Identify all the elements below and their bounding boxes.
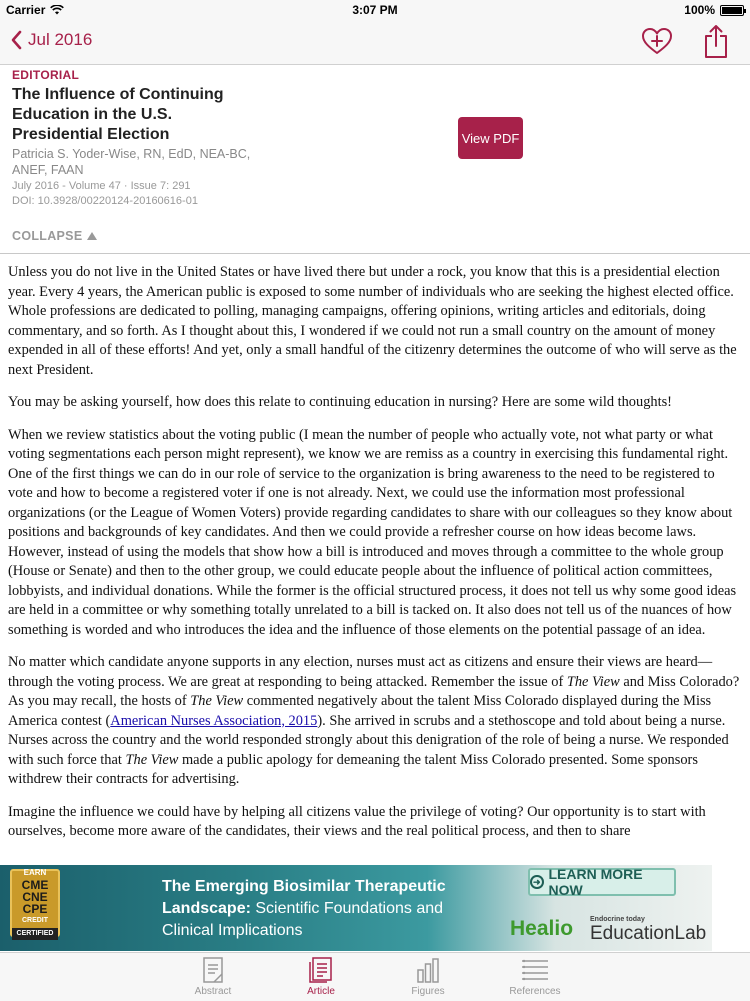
badge-earn: EARN [23, 867, 47, 877]
tab-abstract[interactable] [173, 956, 253, 997]
body-paragraph: Imagine the influence we could have by helping all citizens value the privilege of voting? Our opportunity is to start with ourselves, become more aware of the candidates, their views and the real political process, and then to share [8, 803, 706, 839]
status-bar [0, 0, 750, 22]
tab-references-label: References [509, 986, 561, 997]
article-title: The Influence of Continuing Education in the U.S. Presidential Election [12, 86, 224, 143]
share-button[interactable] [703, 24, 729, 65]
tab-figures-label: Figures [411, 986, 445, 997]
view-pdf-button[interactable]: View PDF [458, 117, 523, 159]
article-doi: DOI: 10.3928/00220124-20160616-01 [12, 195, 198, 207]
heart-plus-icon [640, 26, 674, 56]
battery-percent: 100% [684, 3, 715, 17]
navigation-bar [0, 22, 750, 65]
endocrine-today-label: Endocrine today [590, 916, 645, 923]
badge-certified: CERTIFIED [12, 928, 58, 940]
battery-indicator [684, 3, 744, 17]
section-label: EDITORIAL [12, 68, 80, 82]
body-paragraph: You may be asking yourself, how does this relate to continuing education in nursing? Here are some wild thoughts! [8, 394, 672, 410]
healio-logo: Healio [510, 917, 574, 940]
body-italic: The View [125, 751, 179, 768]
badge-credit: CREDIT [21, 916, 49, 924]
body-text: ). She arrived in scrubs and a stethoscope and told about being a nurse. Nurses across the country and the world responded strongly about this denigration of the role of being a nurse. We responded with such force that [8, 712, 729, 768]
ce-credit-badge [10, 869, 60, 937]
collapse-toggle[interactable] [12, 229, 97, 243]
body-paragraph: Unless you do not live in the United States or have lived there but under a rock, you know that this is a presidential election year. Every 4 years, the American public is exposed to some number of individuals who are seeking the highest elected office. Whole professions are dedicated to polling, managing campaigns, offering opinions, writing articles and editorials, doing commentary, and so forth. As I thought about this, I wondered if we could not run a small country on the amount of money expended in all of these efforts! And yet, only a small handful of the citizenry determines the outcome of who will serve as the next President. [8, 264, 737, 378]
collapse-label: COLLAPSE [12, 229, 83, 243]
body-italic: The View [190, 693, 244, 709]
ad-title-bold: Landscape: [162, 900, 251, 917]
back-button-label: Jul 2016 [28, 30, 93, 49]
badge-cpe: CPE [22, 901, 48, 916]
tab-article-label: Article [307, 986, 335, 997]
ad-banner[interactable] [0, 865, 712, 951]
body-italic: The View [566, 673, 620, 690]
article-authors: Patricia S. Yoder-Wise, RN, EdD, NEA-BC, ANEF, FAAN [12, 147, 251, 177]
document-icon [201, 956, 225, 984]
body-text: made a public apology for demeaning the talent Miss Colorado presented. Some sponsors withdrew their contracts for advertising. [8, 751, 698, 787]
ad-title-line1: The Emerging Biosimilar Therapeutic [162, 878, 446, 895]
status-time: 3:07 PM [352, 3, 398, 17]
list-icon [520, 956, 550, 984]
reference-link[interactable]: American Nurses Association, 2015 [110, 712, 318, 729]
tab-article[interactable] [281, 956, 361, 997]
battery-icon [720, 5, 744, 16]
body-paragraph [8, 653, 742, 790]
carrier-label: Carrier [6, 3, 46, 17]
favorite-button[interactable] [640, 26, 674, 61]
tab-abstract-label: Abstract [194, 986, 232, 997]
bar-chart-icon [415, 956, 441, 984]
triangle-up-icon [87, 232, 97, 240]
education-lab-logo: EducationLab [590, 923, 707, 944]
ad-title-line3: Clinical Implications [162, 922, 303, 939]
tab-references[interactable] [495, 956, 575, 997]
arrow-right-circle-icon: ➜ [530, 875, 544, 889]
body-paragraph: When we review statistics about the voting public (I mean the number of people who actually vote, not what party or what voting segmentations each person might represent), we know we are remiss as a country in exercising this fundamental right. One of the first things we can do in our role of service to the organization is bring awareness to the need to be registered to vote and how to become a registered voter if one is not already. Next, we could use the information most professional organizations (or the League of Women Voters) provide regarding candidates to share with our colleagues so they know about positions and backgrounds of key candidates. And then we could provide a refresher course on how ideas become laws. However, instead of using the models that show how a bill is introduced and moves through a committee to the whole group (House or Senate) and then to the other group, we could educate people about the influence of political action committees, lobbyists, and individual donations. While the former is the official structured process, it does not tell us why some good ideas are held in a committee or why something totally unrelated to a bill is tacked on. It also does not tell us of the nuances of how something is worded and who introduces the idea and the influence of those elements on the potential passage of an idea. [8, 426, 737, 638]
back-button[interactable] [10, 30, 92, 50]
badge-cne: CNE [22, 889, 48, 904]
badge-cme: CME [21, 877, 49, 892]
share-icon [703, 24, 729, 60]
ad-title-line2 [162, 900, 443, 918]
ad-title-rest: Scientific Foundations and [250, 900, 444, 917]
learn-more-button[interactable] [528, 868, 676, 896]
article-header [0, 65, 750, 254]
article-icon [308, 956, 334, 984]
tab-bar [0, 952, 750, 1001]
body-text: and Miss Colorado? As you may recall, the hosts of [8, 673, 740, 709]
article-body [8, 263, 742, 865]
body-text: No matter which candidate anyone supports in any election, nurses must act as citizens and ensure their views are heard—through the voting process. We are great at responding to being attacked. Remember the issue of [8, 654, 713, 690]
article-citation: July 2016 - Volume 47 · Issue 7: 291 [12, 180, 191, 192]
learn-more-label: LEARN MORE NOW [548, 866, 643, 898]
body-text: commented negatively about the talent Miss Colorado displayed during the Miss America contest ( [8, 693, 712, 729]
chevron-left-icon [10, 30, 22, 50]
tab-figures[interactable] [388, 956, 468, 997]
